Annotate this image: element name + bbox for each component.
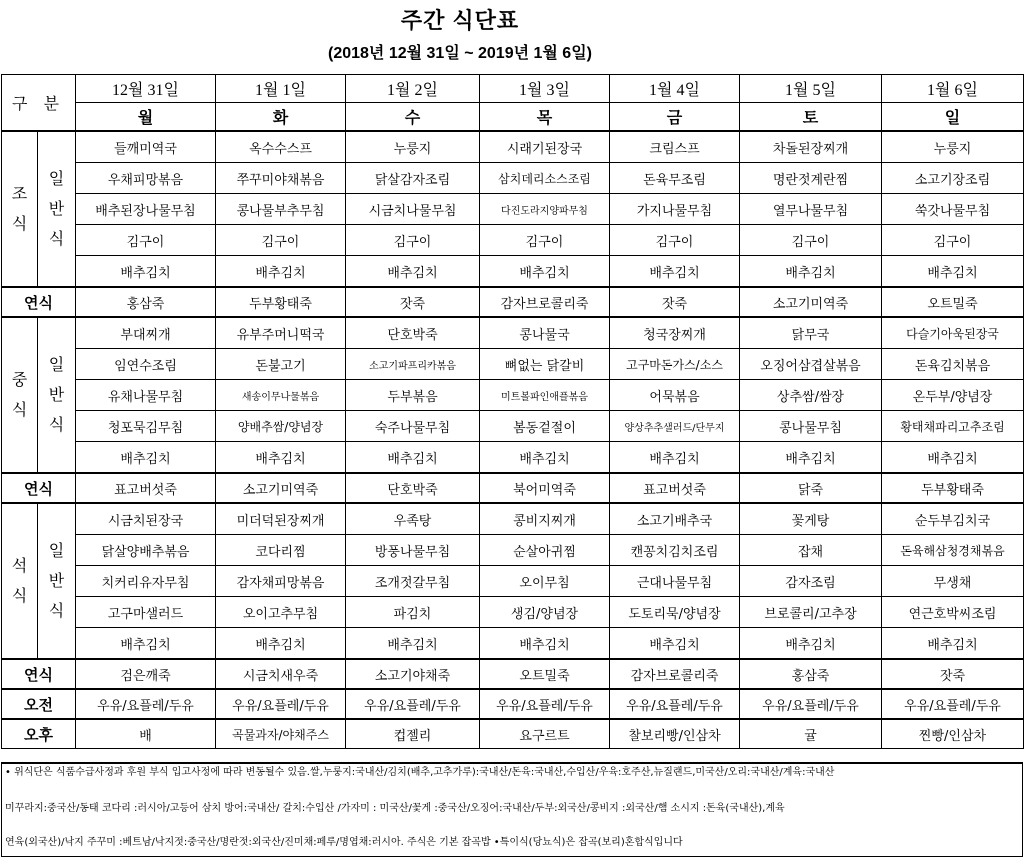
menu-cell: 캔꽁치김치조림 [610, 535, 740, 566]
weekly-menu-table [1, 74, 1024, 749]
day-header: 화 [216, 103, 346, 132]
note-line: • 위식단은 식품수급사정과 후원 부식 입고사정에 따라 변동될수 있음.쌀,누룽지:국내산/김치(배추,고추가루):국내산/돈육:국내산,수입산/우육:호주산,뉴질랜드,미국산/오리:국내산/계육:국내산 [5, 767, 835, 778]
menu-cell: 배추김치 [610, 442, 740, 474]
dinner-menu-row [2, 597, 1024, 628]
day-header: 금 [610, 103, 740, 132]
day-header: 토 [740, 103, 882, 132]
menu-cell: 오이고추무침 [216, 597, 346, 628]
snack-label: 오후 [2, 719, 76, 749]
dinner-menu-row [2, 503, 1024, 535]
menu-cell: 누룽지 [346, 131, 480, 163]
menu-cell: 배추김치 [740, 628, 882, 660]
menu-cell: 오징어삼겹살볶음 [740, 349, 882, 380]
dinner-menu-row [2, 535, 1024, 566]
menu-cell: 배추김치 [76, 442, 216, 474]
menu-cell: 고구마샐러드 [76, 597, 216, 628]
soft-diet-cell: 닭죽 [740, 473, 882, 503]
menu-cell: 오이무침 [480, 566, 610, 597]
menu-cell: 치커리유자무침 [76, 566, 216, 597]
soft-diet-cell: 소고기미역죽 [216, 473, 346, 503]
menu-cell: 온두부/양념장 [882, 380, 1024, 411]
menu-cell: 배추김치 [480, 256, 610, 288]
soft-diet-cell: 잣죽 [610, 287, 740, 317]
soft-diet-cell: 두부황태죽 [216, 287, 346, 317]
menu-cell: 들깨미역국 [76, 131, 216, 163]
menu-cell: 파김치 [346, 597, 480, 628]
breakfast-menu-row [2, 163, 1024, 194]
menu-cell: 김구이 [216, 225, 346, 256]
menu-cell: 황태채파리고추조림 [882, 411, 1024, 442]
date-header: 1월 5일 [740, 75, 882, 103]
menu-cell: 김구이 [740, 225, 882, 256]
menu-cell: 쑥갓나물무침 [882, 194, 1024, 225]
menu-cell: 우족탕 [346, 503, 480, 535]
snack-cell: 귤 [740, 719, 882, 749]
menu-cell: 명란젓계란찜 [740, 163, 882, 194]
menu-cell: 새송이무나물볶음 [216, 380, 346, 411]
menu-cell: 시래기된장국 [480, 131, 610, 163]
menu-cell: 가지나물무침 [610, 194, 740, 225]
date-header: 1월 2일 [346, 75, 480, 103]
soft-diet-cell: 홍삼죽 [740, 659, 882, 689]
snack-cell: 우유/요플레/두유 [480, 689, 610, 719]
soft-diet-label: 연식 [2, 473, 76, 503]
menu-cell: 배추김치 [216, 442, 346, 474]
menu-cell: 단호박죽 [346, 317, 480, 349]
date-header: 1월 3일 [480, 75, 610, 103]
menu-cell: 콩비지찌개 [480, 503, 610, 535]
note-line: 미꾸라지:중국산/동태 코다리 :러시아/고등어 삼치 방어:국내산/ 갈치:수입산 /가자미 : 미국산/꽃게 :중국산/오징어:국내산/두부:외국산/콩비지 :외국산/햄 소시지 :돈육(국내산),계육 [5, 803, 785, 814]
menu-cell: 임연수조림 [76, 349, 216, 380]
menu-cell: 김구이 [882, 225, 1024, 256]
soft-diet-cell: 소고기미역죽 [740, 287, 882, 317]
snack-cell: 컵젤리 [346, 719, 480, 749]
menu-cell: 배추된장나물무침 [76, 194, 216, 225]
snack-cell: 곡물과자/야채주스 [216, 719, 346, 749]
menu-cell: 미더덕된장찌개 [216, 503, 346, 535]
snack-cell: 우유/요플레/두유 [76, 689, 216, 719]
menu-cell: 배추김치 [740, 442, 882, 474]
menu-cell: 배추김치 [610, 628, 740, 660]
soft-diet-cell: 검은깨죽 [76, 659, 216, 689]
menu-cell: 청국장찌개 [610, 317, 740, 349]
menu-cell: 크림스프 [610, 131, 740, 163]
menu-cell: 쭈꾸미야채볶음 [216, 163, 346, 194]
menu-cell: 뼈없는 닭갈비 [480, 349, 610, 380]
menu-cell: 잡채 [740, 535, 882, 566]
menu-cell: 배추김치 [76, 256, 216, 288]
menu-cell: 돈육해삼청경채볶음 [882, 535, 1024, 566]
lunch-menu-row [2, 411, 1024, 442]
date-header: 1월 4일 [610, 75, 740, 103]
breakfast-menu-row [2, 194, 1024, 225]
menu-cell: 김구이 [76, 225, 216, 256]
menu-cell: 순두부김치국 [882, 503, 1024, 535]
snack-cell: 찰보리빵/인삼차 [610, 719, 740, 749]
menu-cell: 열무나물무침 [740, 194, 882, 225]
lunch-menu-row [2, 349, 1024, 380]
note-line: 연육(외국산)/낙지 주꾸미 :베트남/낙지젓:중국산/명란젓:외국산/진미채:페루/명엽채:러시아. 주식은 기본 잡곡밥 •특이식(당뇨식)은 잡곡(보리)혼합식입니다 [5, 837, 683, 848]
snack-cell: 우유/요플레/두유 [610, 689, 740, 719]
menu-cell: 어묵볶음 [610, 380, 740, 411]
menu-cell: 배추김치 [480, 628, 610, 660]
menu-cell: 소고기파프리카볶음 [346, 349, 480, 380]
menu-cell: 콩나물무침 [740, 411, 882, 442]
breakfast-soft-diet-row [2, 287, 1024, 317]
page-title: 주간 식단표 [400, 8, 520, 33]
menu-cell: 양상추추샐러드/단무지 [610, 411, 740, 442]
menu-cell: 방풍나물무침 [346, 535, 480, 566]
menu-cell: 배추김치 [76, 628, 216, 660]
menu-cell: 콩나물국 [480, 317, 610, 349]
snack-cell: 요구르트 [480, 719, 610, 749]
date-header: 12월 31일 [76, 75, 216, 103]
day-header: 일 [882, 103, 1024, 132]
menu-cell: 배추김치 [740, 256, 882, 288]
title-area [0, 0, 1024, 74]
menu-cell: 배추김치 [882, 256, 1024, 288]
notes-box [1, 762, 1023, 857]
soft-diet-cell: 오트밀죽 [480, 659, 610, 689]
menu-cell: 배추김치 [610, 256, 740, 288]
menu-cell: 시금치된장국 [76, 503, 216, 535]
menu-cell: 코다리찜 [216, 535, 346, 566]
dinner-soft-diet-row [2, 659, 1024, 689]
menu-cell: 미트볼파인애플볶음 [480, 380, 610, 411]
soft-diet-cell: 소고기야채죽 [346, 659, 480, 689]
menu-cell: 도토리묵/양념장 [610, 597, 740, 628]
menu-cell: 순살아귀찜 [480, 535, 610, 566]
soft-diet-cell: 잣죽 [882, 659, 1024, 689]
breakfast-menu-row [2, 225, 1024, 256]
soft-diet-label: 연식 [2, 287, 76, 317]
soft-diet-cell: 오트밀죽 [882, 287, 1024, 317]
menu-cell: 돈육무조림 [610, 163, 740, 194]
menu-cell: 배추김치 [216, 628, 346, 660]
menu-cell: 소고기배추국 [610, 503, 740, 535]
breakfast-label: 조 식 [2, 131, 38, 287]
menu-cell: 김구이 [346, 225, 480, 256]
soft-diet-cell: 두부황태죽 [882, 473, 1024, 503]
soft-diet-cell: 감자브로콜리죽 [480, 287, 610, 317]
menu-cell: 돈육김치볶음 [882, 349, 1024, 380]
menu-cell: 부대찌개 [76, 317, 216, 349]
header-day-row [2, 103, 1024, 132]
soft-diet-cell: 단호박죽 [346, 473, 480, 503]
menu-cell: 두부볶음 [346, 380, 480, 411]
menu-cell: 감자채피망볶음 [216, 566, 346, 597]
snack-cell: 배 [76, 719, 216, 749]
menu-cell: 우채피망볶음 [76, 163, 216, 194]
menu-cell: 배추김치 [882, 442, 1024, 474]
menu-cell: 유부주머니떡국 [216, 317, 346, 349]
lunch-menu-row [2, 380, 1024, 411]
soft-diet-cell: 표고버섯죽 [76, 473, 216, 503]
menu-cell: 청포묵김무침 [76, 411, 216, 442]
menu-cell: 닭무국 [740, 317, 882, 349]
menu-cell: 연근호박씨조림 [882, 597, 1024, 628]
header-date-row [2, 75, 1024, 103]
dinner-menu-row [2, 566, 1024, 597]
menu-cell: 고구마돈가스/소스 [610, 349, 740, 380]
menu-cell: 브로콜리/고추장 [740, 597, 882, 628]
lunch-soft-diet-row [2, 473, 1024, 503]
dinner-label: 석 식 [2, 503, 38, 659]
menu-cell: 옥수수스프 [216, 131, 346, 163]
menu-cell: 돈불고기 [216, 349, 346, 380]
menu-cell: 배추김치 [216, 256, 346, 288]
snack-label: 오전 [2, 689, 76, 719]
soft-diet-cell: 북어미역죽 [480, 473, 610, 503]
menu-cell: 배추김치 [480, 442, 610, 474]
menu-cell: 조개젓갈무침 [346, 566, 480, 597]
lunch-menu-row [2, 317, 1024, 349]
ojeon-snack-row [2, 689, 1024, 719]
menu-cell: 감자조림 [740, 566, 882, 597]
snack-cell: 우유/요플레/두유 [740, 689, 882, 719]
menu-cell: 닭살양배추볶음 [76, 535, 216, 566]
soft-diet-cell: 홍삼죽 [76, 287, 216, 317]
lunch-label: 중 식 [2, 317, 38, 473]
soft-diet-cell: 잣죽 [346, 287, 480, 317]
snack-cell: 찐빵/인삼차 [882, 719, 1024, 749]
soft-diet-cell: 감자브로콜리죽 [610, 659, 740, 689]
menu-cell: 누룽지 [882, 131, 1024, 163]
menu-cell: 차돌된장찌개 [740, 131, 882, 163]
menu-cell: 양배추쌈/양념장 [216, 411, 346, 442]
menu-cell: 꽃게탕 [740, 503, 882, 535]
day-header: 수 [346, 103, 480, 132]
menu-cell: 소고기장조림 [882, 163, 1024, 194]
date-header: 1월 6일 [882, 75, 1024, 103]
day-header: 목 [480, 103, 610, 132]
ohu-snack-row [2, 719, 1024, 749]
lunch-general-label: 일 반 식 [38, 317, 76, 473]
breakfast-menu-row [2, 131, 1024, 163]
snack-cell: 우유/요플레/두유 [882, 689, 1024, 719]
menu-cell: 무생채 [882, 566, 1024, 597]
dinner-general-label: 일 반 식 [38, 503, 76, 659]
menu-cell: 다진도라지양파무침 [480, 194, 610, 225]
date-range: (2018년 12월 31일 ~ 2019년 1월 6일) [328, 45, 592, 62]
menu-cell: 시금치나물무침 [346, 194, 480, 225]
menu-cell: 근대나물무침 [610, 566, 740, 597]
menu-cell: 봄동겉절이 [480, 411, 610, 442]
menu-cell: 숙주나물무침 [346, 411, 480, 442]
menu-cell: 삼치데리소스조림 [480, 163, 610, 194]
menu-cell: 닭살감자조림 [346, 163, 480, 194]
menu-cell: 상추쌈/쌈장 [740, 380, 882, 411]
soft-diet-cell: 시금치새우죽 [216, 659, 346, 689]
gubun-header: 구 분 [2, 75, 76, 132]
menu-cell: 유채나물무침 [76, 380, 216, 411]
menu-cell: 김구이 [610, 225, 740, 256]
menu-cell: 콩나물부추무침 [216, 194, 346, 225]
date-header: 1월 1일 [216, 75, 346, 103]
lunch-menu-row [2, 442, 1024, 474]
soft-diet-cell: 표고버섯죽 [610, 473, 740, 503]
breakfast-menu-row [2, 256, 1024, 288]
soft-diet-label: 연식 [2, 659, 76, 689]
menu-cell: 배추김치 [346, 442, 480, 474]
breakfast-general-label: 일 반 식 [38, 131, 76, 287]
menu-cell: 생김/양념장 [480, 597, 610, 628]
snack-cell: 우유/요플레/두유 [346, 689, 480, 719]
dinner-menu-row [2, 628, 1024, 660]
menu-cell: 배추김치 [346, 628, 480, 660]
menu-cell: 배추김치 [346, 256, 480, 288]
menu-cell: 김구이 [480, 225, 610, 256]
snack-cell: 우유/요플레/두유 [216, 689, 346, 719]
menu-cell: 다슬기아욱된장국 [882, 317, 1024, 349]
day-header: 월 [76, 103, 216, 132]
menu-cell: 배추김치 [882, 628, 1024, 660]
